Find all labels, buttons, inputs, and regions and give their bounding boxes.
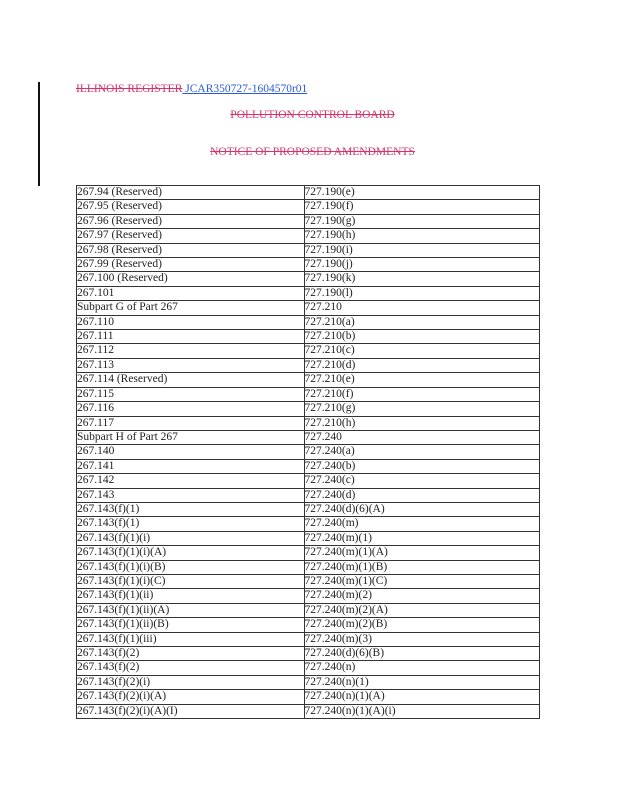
table-row [77, 214, 540, 228]
table-row [77, 459, 540, 473]
table-row [77, 387, 540, 401]
part-727-section-cell: 727.190(i) [304, 243, 539, 257]
part-267-section-cell: 267.143(f)(2) [77, 647, 305, 661]
part-267-section-cell: 267.110 [77, 315, 305, 329]
part-267-section-cell: 267.143(f)(1)(ii)(B) [77, 618, 305, 632]
part-727-section-cell: 727.210(d) [304, 358, 539, 372]
part-727-section-cell: 727.210(c) [304, 344, 539, 358]
jcar-code-inserted: JCAR350727-1604570r01 [182, 83, 308, 95]
part-727-section-cell: 727.190(h) [304, 229, 539, 243]
table-row [77, 632, 540, 646]
table-row [77, 330, 540, 344]
part-267-section-cell: 267.143(f)(1) [77, 517, 305, 531]
part-267-section-cell: 267.112 [77, 344, 305, 358]
part-727-section-cell: 727.240(m)(2) [304, 589, 539, 603]
part-267-section-cell: 267.143(f)(1)(ii)(A) [77, 603, 305, 617]
part-727-section-cell: 727.240(d)(6)(B) [304, 647, 539, 661]
part-267-section-cell: 267.95 (Reserved) [77, 200, 305, 214]
part-267-section-cell: 267.116 [77, 402, 305, 416]
table-row [77, 430, 540, 444]
part-727-section-cell: 727.210(h) [304, 416, 539, 430]
part-267-section-cell: 267.143(f)(1)(i) [77, 531, 305, 545]
part-267-section-cell: 267.143(f)(2)(i)(A)(I) [77, 704, 305, 718]
table-row [77, 474, 540, 488]
part-727-section-cell: 727.190(f) [304, 200, 539, 214]
table-row [77, 373, 540, 387]
part-267-section-cell: 267.143(f)(1)(i)(C) [77, 574, 305, 588]
part-727-section-cell: 727.240(m)(2)(B) [304, 618, 539, 632]
part-727-section-cell: 727.210(a) [304, 315, 539, 329]
part-727-section-cell: 727.240(b) [304, 459, 539, 473]
table-row [77, 301, 540, 315]
table-row [77, 402, 540, 416]
part-267-section-cell: 267.140 [77, 445, 305, 459]
part-727-section-cell: 727.210(g) [304, 402, 539, 416]
part-267-section-cell: 267.141 [77, 459, 305, 473]
part-727-section-cell: 727.210(b) [304, 330, 539, 344]
part-727-section-cell: 727.210(e) [304, 373, 539, 387]
part-727-section-cell: 727.240 [304, 430, 539, 444]
part-267-section-cell: 267.117 [77, 416, 305, 430]
part-727-section-cell: 727.240(d) [304, 488, 539, 502]
part-267-section-cell: 267.143(f)(2) [77, 661, 305, 675]
table-row [77, 358, 540, 372]
part-727-section-cell: 727.190(k) [304, 272, 539, 286]
board-title: POLLUTION CONTROL BOARD [230, 109, 395, 121]
part-727-section-cell: 727.240(m) [304, 517, 539, 531]
part-727-section-cell: 727.240(m)(1)(C) [304, 574, 539, 588]
table-row [77, 531, 540, 545]
part-267-section-cell: 267.99 (Reserved) [77, 258, 305, 272]
part-267-section-cell: 267.143(f)(1)(ii) [77, 589, 305, 603]
table-row [77, 690, 540, 704]
part-267-section-cell: Subpart G of Part 267 [77, 301, 305, 315]
table-row [77, 286, 540, 300]
register-title-struck: ILLINOIS REGISTER [76, 83, 183, 95]
part-267-section-cell: 267.143(f)(1)(iii) [77, 632, 305, 646]
part-727-section-cell: 727.240(n) [304, 661, 539, 675]
part-727-section-cell: 727.240(m)(1) [304, 531, 539, 545]
table-row [77, 517, 540, 531]
part-727-section-cell: 727.190(j) [304, 258, 539, 272]
table-row [77, 560, 540, 574]
cross-reference-table-body [77, 186, 540, 719]
part-727-section-cell: 727.240(m)(3) [304, 632, 539, 646]
part-727-section-cell: 727.190(g) [304, 214, 539, 228]
table-row [77, 344, 540, 358]
register-header [76, 83, 307, 95]
table-row [77, 502, 540, 516]
part-267-section-cell: 267.143 [77, 488, 305, 502]
cross-reference-table [76, 185, 540, 719]
part-727-section-cell: 727.240(m)(2)(A) [304, 603, 539, 617]
part-267-section-cell: 267.114 (Reserved) [77, 373, 305, 387]
part-727-section-cell: 727.240(d)(6)(A) [304, 502, 539, 516]
table-row [77, 589, 540, 603]
part-267-section-cell: 267.113 [77, 358, 305, 372]
part-727-section-cell: 727.240(n)(1)(A)(i) [304, 704, 539, 718]
part-267-section-cell: 267.115 [77, 387, 305, 401]
part-267-section-cell: 267.94 (Reserved) [77, 186, 305, 200]
table-row [77, 546, 540, 560]
table-row [77, 315, 540, 329]
part-267-section-cell: 267.96 (Reserved) [77, 214, 305, 228]
part-727-section-cell: 727.240(n)(1)(A) [304, 690, 539, 704]
part-267-section-cell: 267.101 [77, 286, 305, 300]
table-row [77, 661, 540, 675]
part-727-section-cell: 727.240(m)(1)(A) [304, 546, 539, 560]
part-727-section-cell: 727.210(f) [304, 387, 539, 401]
part-267-section-cell: 267.143(f)(1)(i)(B) [77, 560, 305, 574]
table-row [77, 704, 540, 718]
part-267-section-cell: 267.97 (Reserved) [77, 229, 305, 243]
table-row [77, 488, 540, 502]
part-267-section-cell: 267.143(f)(2)(i)(A) [77, 690, 305, 704]
part-267-section-cell: 267.142 [77, 474, 305, 488]
table-row [77, 186, 540, 200]
part-267-section-cell: 267.98 (Reserved) [77, 243, 305, 257]
table-row [77, 229, 540, 243]
part-267-section-cell: 267.111 [77, 330, 305, 344]
table-row [77, 243, 540, 257]
part-727-section-cell: 727.240(m)(1)(B) [304, 560, 539, 574]
table-row [77, 200, 540, 214]
table-row [77, 416, 540, 430]
part-267-section-cell: 267.100 (Reserved) [77, 272, 305, 286]
table-row [77, 574, 540, 588]
table-row [77, 258, 540, 272]
part-727-section-cell: 727.240(c) [304, 474, 539, 488]
table-row [77, 272, 540, 286]
part-727-section-cell: 727.240(a) [304, 445, 539, 459]
part-267-section-cell: Subpart H of Part 267 [77, 430, 305, 444]
part-267-section-cell: 267.143(f)(1)(i)(A) [77, 546, 305, 560]
part-727-section-cell: 727.240(n)(1) [304, 675, 539, 689]
part-727-section-cell: 727.190(e) [304, 186, 539, 200]
table-row [77, 445, 540, 459]
table-row [77, 675, 540, 689]
change-bar [38, 82, 40, 186]
notice-title: NOTICE OF PROPOSED AMENDMENTS [210, 146, 415, 158]
table-row [77, 603, 540, 617]
part-267-section-cell: 267.143(f)(2)(i) [77, 675, 305, 689]
part-267-section-cell: 267.143(f)(1) [77, 502, 305, 516]
part-727-section-cell: 727.190(l) [304, 286, 539, 300]
table-row [77, 647, 540, 661]
part-727-section-cell: 727.210 [304, 301, 539, 315]
table-row [77, 618, 540, 632]
